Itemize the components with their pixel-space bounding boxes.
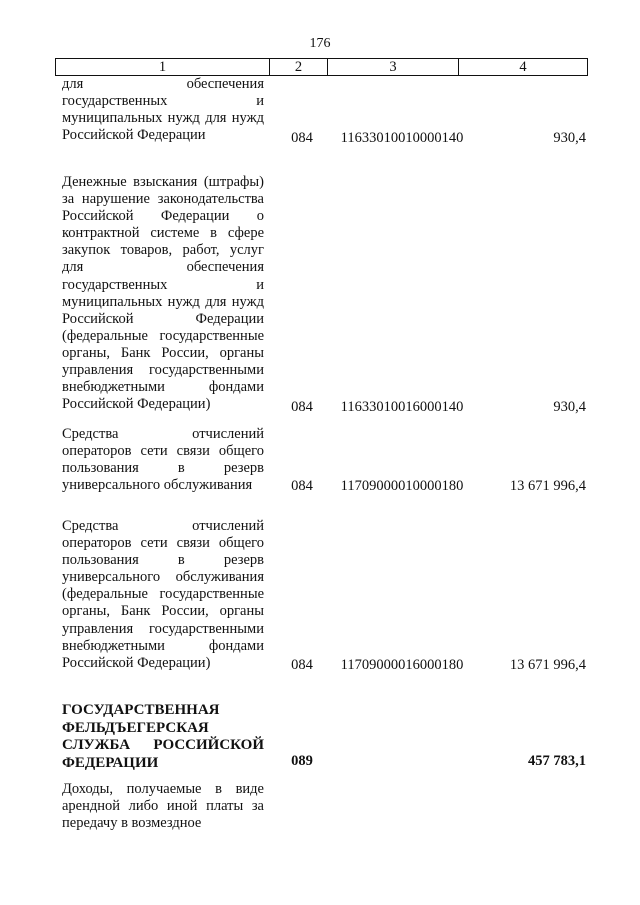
- table-header: [55, 58, 588, 76]
- header-col-2: 2: [270, 59, 328, 75]
- row-name: Доходы, получаемые в виде арендной либо иной платы за передачу в возмездное: [62, 781, 264, 832]
- header-col-3: 3: [328, 59, 459, 75]
- row-name: Средства отчислений операторов сети связи общего пользования в резерв универсального обслуживания: [62, 426, 264, 494]
- row-amount: 930,4: [553, 399, 586, 415]
- row-code: 084: [291, 399, 313, 415]
- header-col-4: 4: [519, 59, 527, 75]
- section-amount: 457 783,1: [528, 753, 586, 769]
- row-kbk: 11709000010000180: [340, 478, 464, 494]
- row-amount: 13 671 996,4: [509, 657, 586, 673]
- row-kbk: 11709000016000180: [340, 657, 464, 673]
- row-amount: 930,4: [553, 130, 586, 146]
- row-name: Средства отчислений операторов сети связи общего пользования в резерв универсального обслуживания (федеральные государственные органы, Банк России, органы управления государственными внебюджетными фондами Российской Федерации): [62, 518, 264, 671]
- header-col-1: 1: [56, 59, 270, 75]
- row-code: 084: [291, 657, 313, 673]
- row-code: 084: [291, 478, 313, 494]
- page-number: 176: [309, 36, 331, 51]
- row-kbk: 11633010010000140: [340, 130, 464, 146]
- row-kbk: 11633010016000140: [340, 399, 464, 415]
- section-heading: ГОСУДАРСТВЕННАЯ ФЕЛЬДЪЕГЕРСКАЯ СЛУЖБА РОССИЙСКОЙ ФЕДЕРАЦИИ: [62, 702, 264, 771]
- row-name: для обеспечения государственных и муниципальных нужд для нужд Российской Федерации: [62, 76, 264, 144]
- section-code: 089: [291, 753, 313, 769]
- row-name: Денежные взыскания (штрафы) за нарушение законодательства Российской Федерации о контрактной системе в сфере закупок товаров, работ, услуг для обеспечения государственных и муниципальных нужд для нужд Российской Федерации (федеральные государственные органы, Банк России, органы управления государственными внебюджетными фондами Российской Федерации): [62, 174, 264, 413]
- row-amount: 13 671 996,4: [509, 478, 586, 494]
- row-code: 084: [291, 130, 313, 146]
